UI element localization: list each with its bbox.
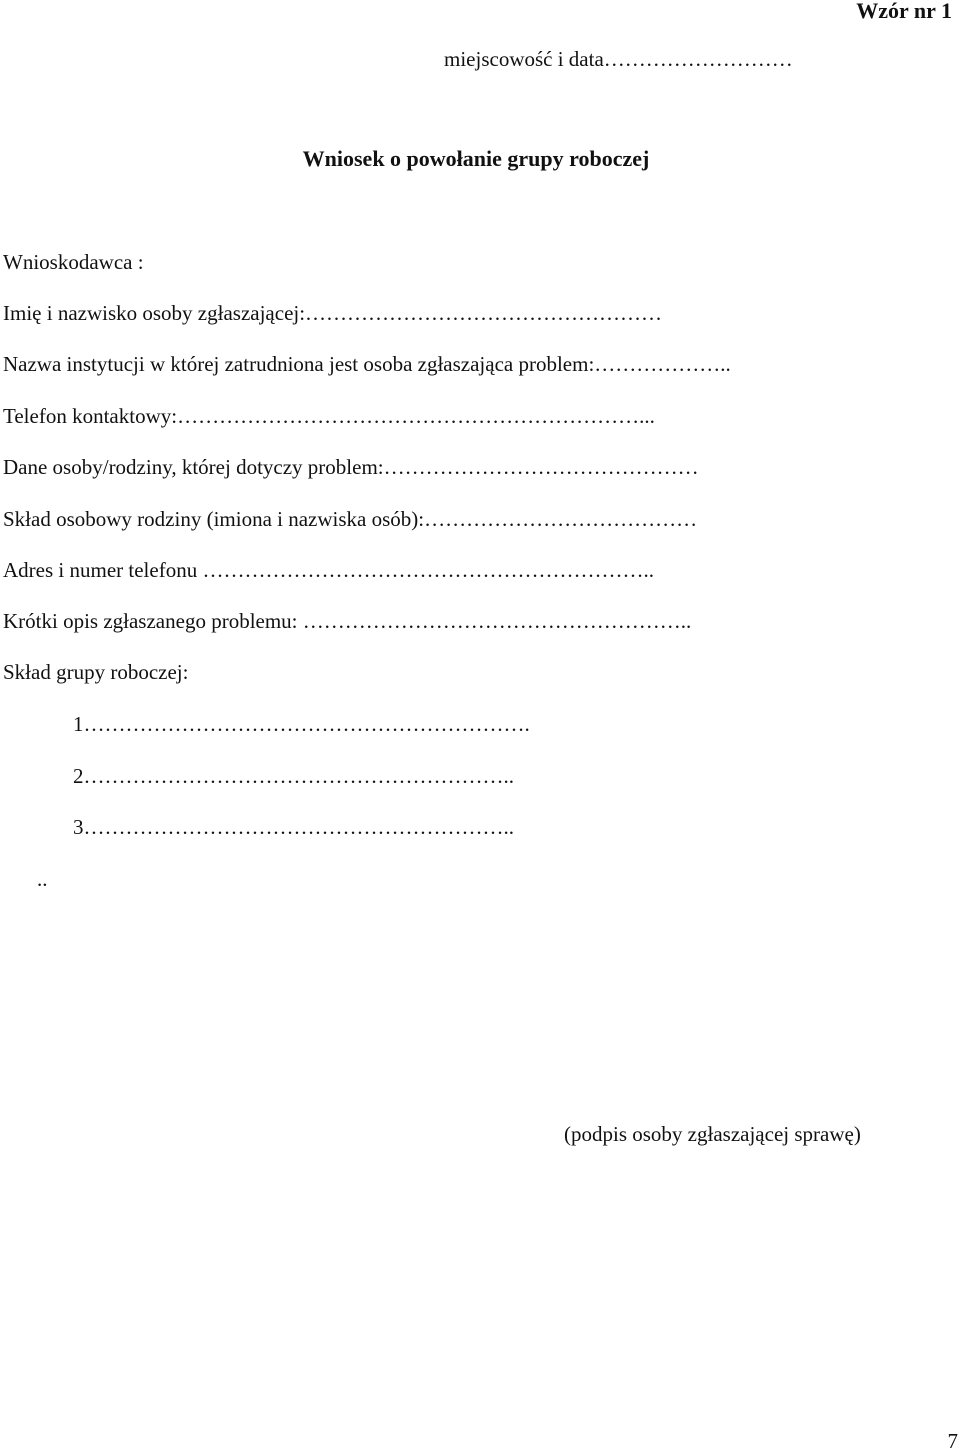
problem-description-field: Krótki opis zgłaszanego problemu: ……………………………………………….. <box>3 609 692 633</box>
family-composition-field: Skład osobowy rodziny (imiona i nazwiska osób):………………………………… <box>3 507 698 531</box>
group-member-2: 2…………………………………………………….. <box>73 764 514 788</box>
place-and-date-line: miejscowość i data……………………… <box>444 47 793 71</box>
group-member-1: 1………………………………………………………. <box>73 712 530 736</box>
page-number: 7 <box>947 1429 958 1453</box>
phone-field: Telefon kontaktowy:…………………………………………………………... <box>3 404 655 428</box>
applicant-label: Wnioskodawca : <box>3 250 144 274</box>
family-data-field: Dane osoby/rodziny, której dotyczy problem:……………………………………… <box>3 455 699 479</box>
stray-mark: .. <box>37 867 48 891</box>
address-phone-field: Adres i numer telefonu ……………………………………………………….. <box>3 558 654 582</box>
group-member-3: 3…………………………………………………….. <box>73 815 514 839</box>
institution-name-field: Nazwa instytucji w której zatrudniona jest osoba zgłaszająca problem:……………….. <box>3 352 731 376</box>
form-number: Wzór nr 1 <box>856 0 952 23</box>
document-title: Wniosek o powołanie grupy roboczej <box>302 146 650 171</box>
signature-label: (podpis osoby zgłaszającej sprawę) <box>564 1122 861 1146</box>
reporter-name-field: Imię i nazwisko osoby zgłaszającej:…………………………………………… <box>3 301 663 325</box>
working-group-label: Skład grupy roboczej: <box>3 660 189 684</box>
